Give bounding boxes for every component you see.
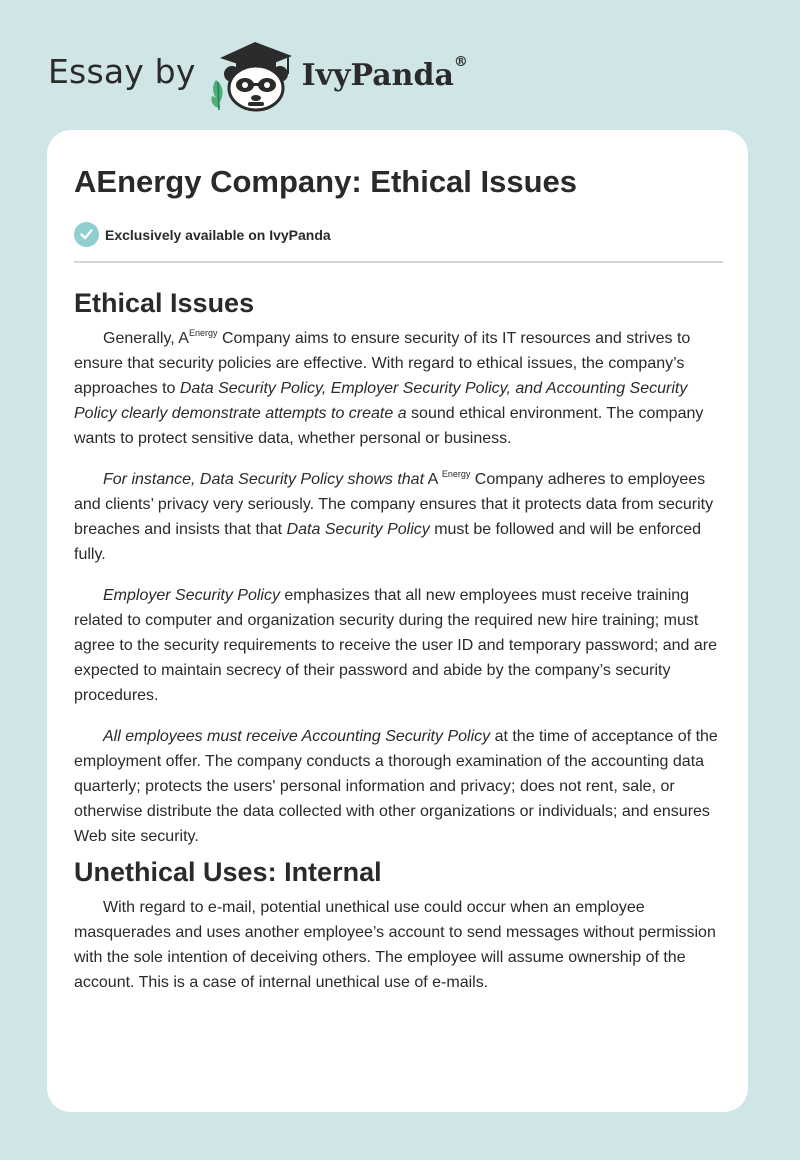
essay-body: [74, 280, 724, 995]
essay-by-label: Essay by: [48, 51, 196, 91]
page-title: AEnergy Company: Ethical Issues: [74, 164, 578, 199]
paragraph: For instance, Data Security Policy shows that A $^{Energy}$ Company adheres to employees and clients’ privacy very seriously. The company ensures that it protects data from security breaches and insists that that Data Security Policy must be followed and will be enforced fully.: [74, 468, 714, 563]
panda-graduation-cap-icon: [210, 36, 300, 112]
paragraph: Employer Security Policy emphasizes that all new employees must receive training related to computer and organization security during the required new hire training; must agree to the security requirements to receive the user ID and temporary password; and are expected to maintain secrecy of their password and abide by the company’s security procedures.: [74, 587, 717, 704]
check-circle-icon: [74, 222, 99, 247]
brand-name: IvyPanda®: [301, 53, 468, 93]
essay-card: [47, 130, 748, 1112]
divider: [74, 261, 723, 263]
brand-header[interactable]: [48, 34, 468, 114]
section-heading-unethical-uses: Unethical Uses: Internal: [74, 857, 382, 887]
paragraph: All employees must receive Accounting Security Policy at the time of acceptance of the employment offer. The company conducts a thorough examination of the accounting data quarterly; protects the users' personal information and privacy; does not rent, sale, or otherwise distribute the data collected with other organizations or individuals; and ensures Web site security.: [74, 728, 718, 845]
exclusive-badge: [74, 222, 331, 247]
section-heading-ethical-issues: Ethical Issues: [74, 288, 255, 318]
paragraph: Generally, $A^{Energy}$ Company aims to ensure security of its IT resources and strives to ensure that security policies are effective. With regard to ethical issues, the company’s approaches to Data Security Policy, Employer Security Policy, and Accounting Security Policy clearly demonstrate attempts to create a sound ethical environment. The company wants to protect sensitive data, whether personal or business.: [74, 327, 704, 447]
paragraph: With regard to e-mail, potential unethical use could occur when an employee masquerades and uses another employee’s account to send messages without permission with the sole intention of deceiving others. The employee will assume ownership of the account. This is a case of internal unethical use of e-mails.: [74, 899, 716, 991]
exclusive-label: Exclusively available on IvyPanda: [105, 226, 331, 243]
